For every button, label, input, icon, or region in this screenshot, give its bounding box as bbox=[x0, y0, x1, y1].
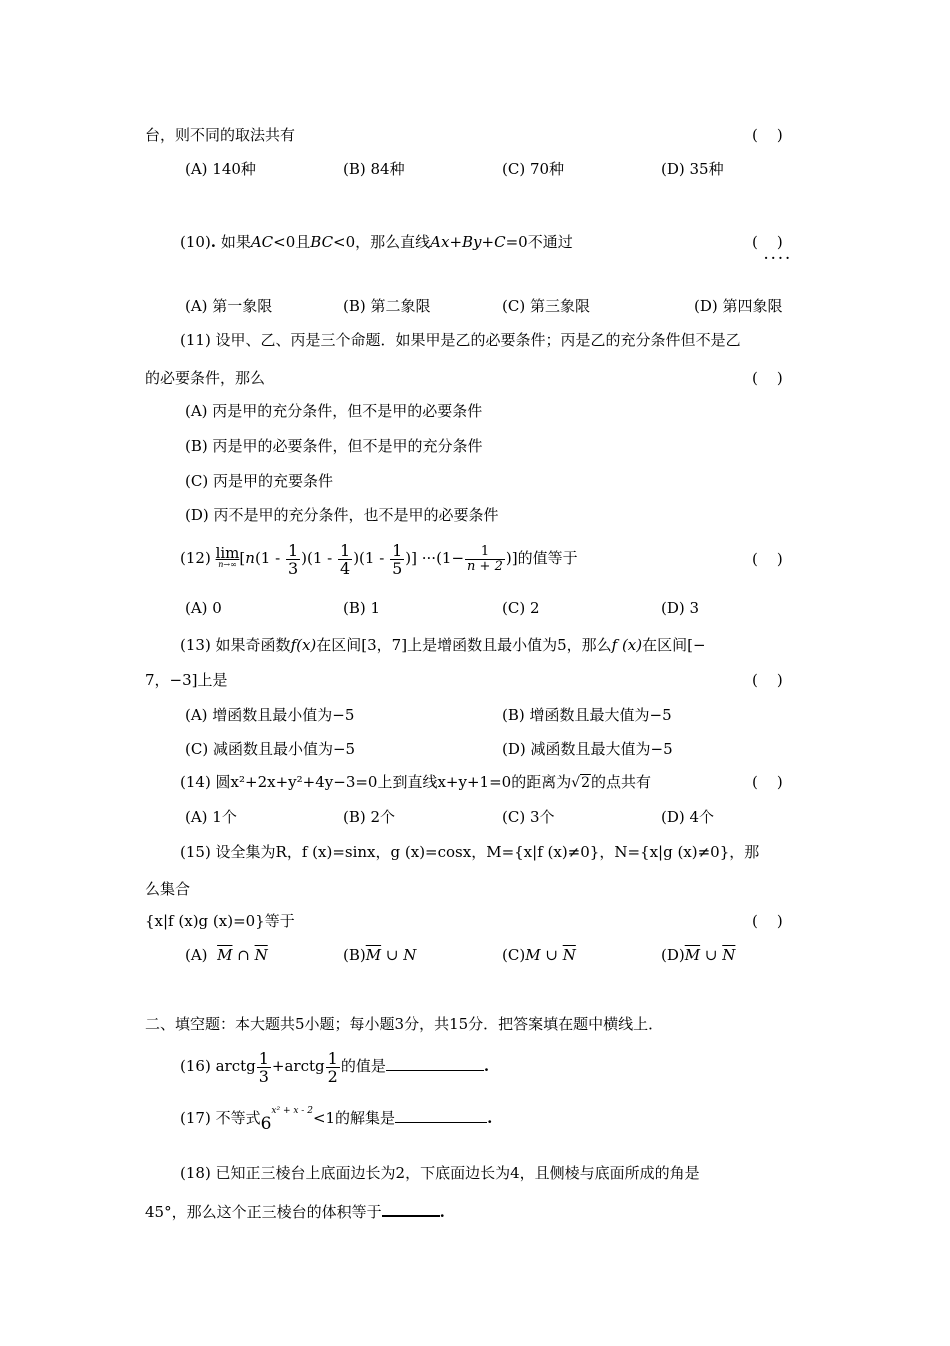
answer-blank bbox=[386, 1056, 484, 1071]
q18-line2: 45°，那么这个正三棱台的体积等于 . bbox=[145, 1203, 445, 1221]
option-d: (D) 4个 bbox=[661, 808, 715, 826]
option-d: (D) 减函数且最大值为−5 bbox=[502, 740, 673, 758]
exponent: x² + x - 2 bbox=[271, 1106, 313, 1116]
option-b: (B) 丙是甲的必要条件，但不是甲的充分条件 bbox=[185, 437, 483, 455]
emphasis-dots: .... bbox=[764, 248, 793, 262]
square-root: √2 bbox=[571, 775, 591, 791]
option-c: (C) 减函数且最小值为−5 bbox=[185, 740, 356, 758]
answer-blank bbox=[382, 1201, 440, 1217]
option-a: (A) 140种 bbox=[185, 160, 256, 178]
limit-operator: lim n→∞ bbox=[215, 544, 240, 569]
q10-stem: (10). 如果AC<0且BC<0，那么直线Ax+By+C=0不通过 bbox=[180, 233, 573, 251]
option-a: (A) 增函数且最小值为−5 bbox=[185, 706, 355, 724]
option-c: (C) 2 bbox=[502, 599, 540, 617]
option-b: (B) 增函数且最大值为−5 bbox=[502, 706, 672, 724]
option-d: (D) 第四象限 bbox=[694, 297, 783, 315]
question-number: (12) bbox=[180, 549, 211, 567]
option-a: (A) 0 bbox=[185, 599, 222, 617]
option-b: (B) 1 bbox=[343, 599, 381, 617]
option-b: $(B)\overline{M}$ ∪ N bbox=[343, 946, 417, 964]
answer-paren: ( ) bbox=[752, 233, 783, 251]
q13-line2: 7，−3]上是 bbox=[145, 671, 228, 689]
q15-line1: (15) 设全集为R，f (x)=sinx，g (x)=cosx，M={x|f (x)≠0}，N={x|g (x)≠0}，那 bbox=[180, 843, 760, 861]
q11-line1: (11) 设甲、乙、丙是三个命题．如果甲是乙的必要条件；丙是乙的充分条件但不是乙 bbox=[180, 331, 741, 349]
section-heading: 二、填空题：本大题共5小题；每小题3分，共15分．把答案填在题中横线上． bbox=[145, 1015, 664, 1033]
option-d: (D) 3 bbox=[661, 599, 700, 617]
option-b: (B) 2个 bbox=[343, 808, 396, 826]
q12-stem: (12) lim n→∞ [n(1 - $\frac{1}{3}$ )(1 - $\frac{1}{4}$ )(1 - $\frac{1}{5}$ )] ···(1− $\frac{1}{n + 2}$ )]的值等于 bbox=[180, 540, 578, 578]
option-d: (D) 丙不是甲的充分条件，也不是甲的必要条件 bbox=[185, 506, 499, 524]
exponent-base: 6 bbox=[260, 1114, 272, 1134]
option-c: (C) 3个 bbox=[502, 808, 555, 826]
question-number: (17) bbox=[180, 1109, 211, 1127]
answer-blank bbox=[395, 1108, 487, 1123]
option-b: (B) 84种 bbox=[343, 160, 405, 178]
q16-stem: (16) arctg $\frac{1}{3}$ +arctg $\frac{1}{2}$ 的值是 . bbox=[180, 1048, 490, 1086]
q14-stem: (14) 圆x²+2x+y²+4y−3=0上到直线x+y+1=0的距离为√2的点共有 bbox=[180, 773, 652, 791]
q9-stem: 台，则不同的取法共有 bbox=[145, 126, 296, 144]
answer-paren: ( ) bbox=[752, 550, 783, 568]
question-number: (10) bbox=[180, 233, 211, 251]
fraction: $\frac{1}{3}$ bbox=[287, 540, 299, 578]
q13-line1: (13) 如果奇函数f(x)在区间[3，7]上是增函数且最小值为5，那么f (x)在区间[− bbox=[180, 636, 706, 654]
option-c: (C) 第三象限 bbox=[502, 297, 590, 315]
option-d: $(D)\overline{M}$ ∪ $\overline{N}$ bbox=[661, 946, 736, 964]
option-a: (A) 第一象限 bbox=[185, 297, 273, 315]
option-a: (A) $\overline{M}$ ∩ $\overline{N}$ bbox=[185, 946, 268, 964]
q15-line3: {x|f (x)g (x)=0}等于 bbox=[145, 912, 295, 930]
option-a: (A) 丙是甲的充分条件，但不是甲的必要条件 bbox=[185, 402, 483, 420]
question-number: (16) bbox=[180, 1057, 211, 1075]
fraction: $\frac{1}{2}$ bbox=[327, 1048, 338, 1086]
answer-paren: ( ) bbox=[752, 671, 783, 689]
option-d: (D) 35种 bbox=[661, 160, 724, 178]
option-c: (C) 丙是甲的充要条件 bbox=[185, 472, 333, 490]
answer-paren: ( ) bbox=[752, 912, 783, 930]
q18-line1: (18) 已知正三棱台上底面边长为2，下底面边长为4，且侧棱与底面所成的角是 bbox=[180, 1164, 700, 1182]
q17-stem: (17) 不等式$6^{x^2 + x - 2}<1$的解集是 . bbox=[180, 1106, 493, 1134]
q15-line2: 么集合 bbox=[145, 880, 191, 898]
option-c: (C)M ∪ $\overline{N}$ bbox=[502, 946, 576, 964]
fraction: $\frac{1}{n + 2}$ bbox=[467, 543, 503, 574]
option-b: (B) 第二象限 bbox=[343, 297, 431, 315]
option-a: (A) 1个 bbox=[185, 808, 237, 826]
fraction: $\frac{1}{5}$ bbox=[392, 540, 403, 578]
fraction: $\frac{1}{3}$ bbox=[258, 1048, 269, 1086]
q11-line2: 的必要条件，那么 bbox=[145, 369, 266, 387]
answer-paren: ( ) bbox=[752, 369, 783, 387]
answer-paren: ( ) bbox=[752, 773, 783, 791]
option-c: (C) 70种 bbox=[502, 160, 565, 178]
answer-paren: ( ) bbox=[752, 126, 783, 144]
fraction: $\frac{1}{4}$ bbox=[340, 540, 351, 578]
